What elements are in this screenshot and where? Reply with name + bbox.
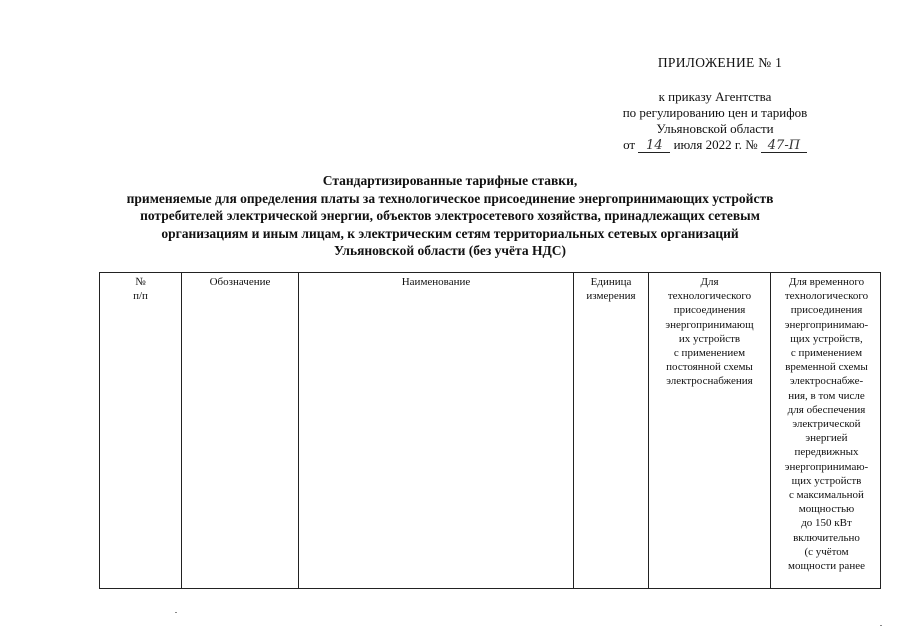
- tariff-table: [99, 272, 881, 589]
- order-line-1: к приказу Агентства: [658, 89, 772, 104]
- header-text-line: Обозначение: [209, 276, 271, 288]
- header-cell-designation: [182, 273, 299, 589]
- header-text-line: щих устройств: [791, 474, 862, 487]
- order-date-middle: июля 2022 г. №: [673, 137, 758, 152]
- title-line: Стандартизированные тарифные ставки,: [322, 173, 578, 188]
- header-text-line: (с учётом: [804, 545, 849, 558]
- header-text-line: электрической: [792, 418, 861, 431]
- header-text-line: энергопринимаю-: [784, 460, 869, 473]
- scan-speck: [880, 625, 882, 626]
- header-cell-number: [100, 273, 182, 589]
- header-cell-permanent-scheme: [649, 273, 771, 589]
- header-text-line: электроснабже-: [789, 375, 864, 388]
- header-text-line: присоединения: [673, 304, 746, 317]
- header-text-line: для обеспечения: [787, 403, 866, 416]
- header-text-line: постоянной схемы: [666, 361, 753, 374]
- header-text-line: энергопринимающ: [665, 318, 754, 331]
- header-text-line: с максимальной: [789, 489, 864, 502]
- header-text-line: Единица: [590, 276, 632, 288]
- order-date-line: [590, 137, 840, 153]
- header-text-line: щих устройств,: [790, 332, 863, 345]
- order-number-handwritten: 47-П: [761, 140, 807, 153]
- header-text-line: измерения: [586, 290, 636, 303]
- header-text-line: электроснабжения: [666, 375, 753, 388]
- scan-speck: [175, 612, 177, 613]
- header-text-line: мощностью: [798, 503, 855, 516]
- title-line: Ульяновской области (без учёта НДС): [334, 243, 566, 258]
- header-text-line: энергопринимаю-: [784, 318, 869, 331]
- header-text-line: присоединения: [790, 304, 863, 317]
- header-cell-name: [299, 273, 574, 589]
- document-title: [100, 172, 800, 260]
- header-text-line: Для: [700, 276, 719, 288]
- title-line: организациям и иным лицам, к электрическим сетям территориальных сетевых организаций: [161, 225, 739, 241]
- header-text-line: №: [135, 276, 146, 288]
- table-header-row: [100, 273, 881, 589]
- header-text-line: с применением: [673, 347, 746, 360]
- header-text-line: ния, в том числе: [788, 389, 865, 402]
- header-text-line: временной схемы: [785, 361, 868, 374]
- header-cell-unit: [574, 273, 649, 589]
- header-text-line: технологического: [667, 290, 752, 303]
- header-text-line: с применением: [790, 347, 863, 360]
- header-cell-temporary-scheme: [771, 273, 881, 589]
- order-date-prefix: от: [623, 137, 636, 152]
- order-line-3: Ульяновской области: [656, 121, 774, 136]
- appendix-heading: ПРИЛОЖЕНИЕ № 1: [657, 55, 783, 70]
- header-text-line: п/п: [133, 290, 148, 303]
- order-line-2: по регулированию цен и тарифов: [622, 105, 808, 120]
- header-text-line: их устройств: [678, 332, 741, 345]
- header-text-line: до 150 кВт: [801, 517, 852, 530]
- header-text-line: энергией: [805, 432, 848, 445]
- header-text-line: технологического: [784, 290, 869, 303]
- title-line: потребителей электрической энергии, объектов электросетевого хозяйства, принадлежащих сетевым: [140, 208, 760, 223]
- header-text-line: Для временного: [788, 276, 865, 288]
- header-text-line: передвижных: [794, 446, 859, 459]
- header-text-line: мощности ранее: [788, 560, 865, 573]
- title-line: применяемые для определения платы за технологическое присоединение энергопринимающих устройств: [126, 190, 774, 206]
- order-day-handwritten: 14: [638, 140, 670, 153]
- order-reference: [590, 89, 840, 153]
- header-text-line: включительно: [793, 531, 860, 544]
- header-text-line: Наименование: [401, 276, 471, 288]
